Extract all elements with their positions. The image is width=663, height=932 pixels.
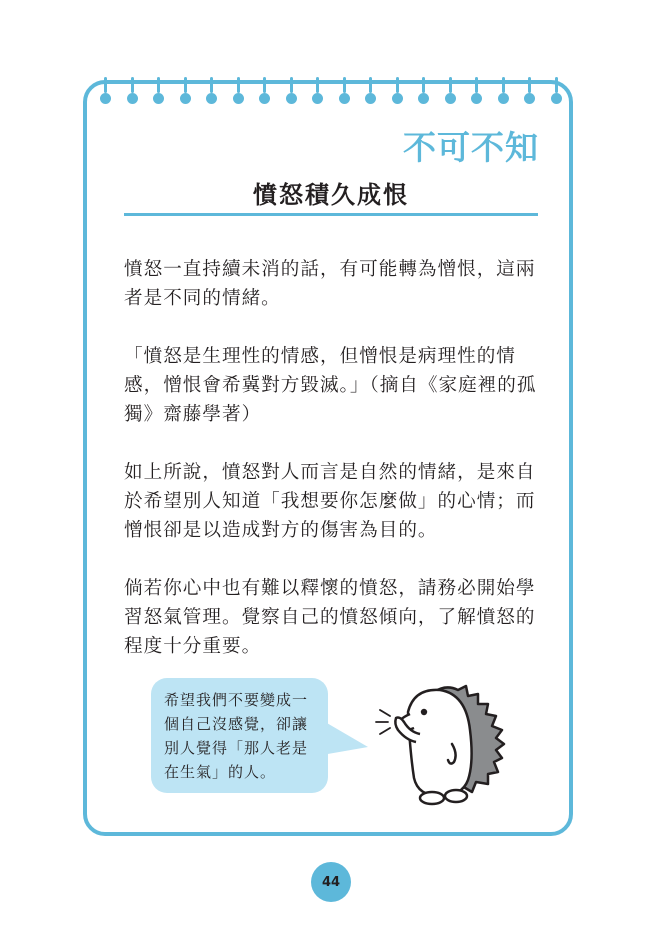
ring [445, 93, 456, 104]
ring [471, 93, 482, 104]
paragraph: 如上所說，憤怒對人而言是自然的情緒，是來自於希望別人知道「我想要你怎麼做」的心情；而憎恨卻是以造成對方的傷害為目的。 [124, 462, 536, 541]
ring [233, 93, 244, 104]
page-number: 44 [311, 862, 351, 902]
ring [365, 93, 376, 104]
paragraph: 憤怒一直持續未消的話，有可能轉為憎恨，這兩者是不同的情緒。 [124, 259, 536, 309]
ring [418, 93, 429, 104]
ring [524, 93, 535, 104]
ring [392, 93, 403, 104]
ring [498, 93, 509, 104]
paragraph: 倘若你心中也有難以釋懷的憤怒，請務必開始學習怒氣管理。覺察自己的憤怒傾向，了解憤怒的程度十分重要。 [124, 578, 536, 657]
quote-paragraph: 「憤怒是生理性的情感，但憎恨是病理性的情感，憎恨會希冀對方毀滅。」（摘自《家庭裡的孤獨》齋藤學著） [124, 346, 537, 425]
hedgehog-icon [374, 682, 512, 810]
speech-bubble-tail [320, 715, 370, 765]
ring [312, 93, 323, 104]
ring [339, 93, 350, 104]
ring [127, 93, 138, 104]
article-body [124, 255, 542, 690]
ring [206, 93, 217, 104]
ring [259, 93, 270, 104]
ring [551, 93, 562, 104]
ring [180, 93, 191, 104]
speech-bubble [151, 678, 328, 793]
ring [153, 93, 164, 104]
ring [286, 93, 297, 104]
ring [100, 93, 111, 104]
title-divider [124, 213, 538, 216]
page-title: 憤怒積久成恨 [253, 181, 409, 209]
speech-bubble-text: 希望我們不要變成一個自己沒感覺，卻讓別人覺得「那人老是在生氣」的人。 [164, 691, 309, 781]
section-label: 不可不知 [403, 128, 539, 167]
spiral-rings [100, 93, 570, 111]
